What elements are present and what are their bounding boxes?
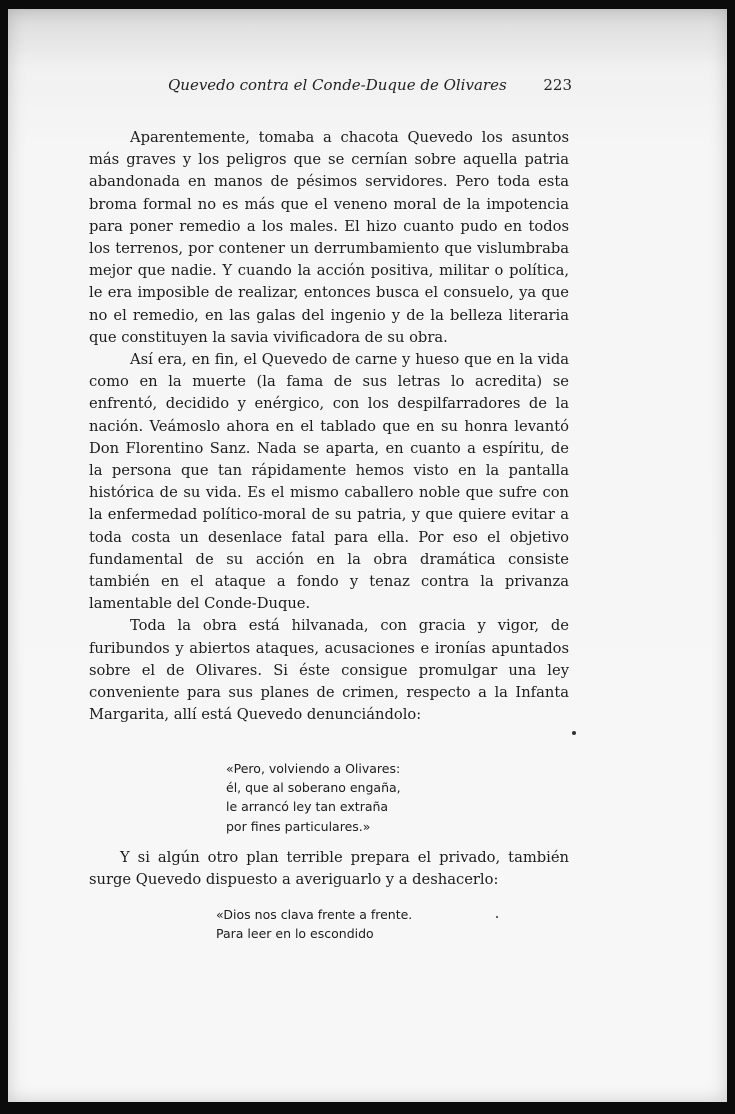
verse-line: «Pero, volviendo a Olivares: — [226, 761, 401, 776]
running-title: Quevedo contra el Conde-Duque de Olivares — [168, 76, 507, 94]
paragraph-2: Así era, en fin, el Quevedo de carne y hueso que en la vida como en la muerte (la fama de sus letras lo acredita) se enfrentó, decidido y enérgico, con los despilfarradores de la nación. Veámoslo ahora en el tablado que en su honra levantó Don Florentino Sanz. Nada se aparta, en cuanto a espíritu, de la persona que tan rápidamente hemos visto en la pantalla histórica de su vida. Es el mismo caballero noble que sufre con la enfermedad político-moral de su patria, y que quiere evitar a toda costa un desenlace fatal para ella. Por eso el objetivo fundamental de su acción en la obra dramática consiste también en el ataque a fondo y tenaz contra la privanza lamentable del Conde-Duque. — [89, 351, 569, 613]
paragraph-3: Toda la obra está hilvanada, con gracia y vigor, de furibundos y abiertos ataques, acusaciones e ironías apuntados sobre el de Olivares. Si éste consigue promulgar una ley conveniente para sus planes de crimen, respecto a la Infanta Margarita, allí está Quevedo denunciándolo: — [89, 617, 569, 724]
ink-speck — [572, 731, 576, 735]
paragraph-4-block — [89, 847, 569, 891]
page-number: 223 — [543, 76, 572, 94]
verse-line: «Dios nos clava frente a frente. — [216, 907, 413, 922]
verse-line: Para leer en lo escondido — [216, 926, 374, 942]
verse-quote-2 — [216, 905, 412, 943]
verse-line: él, que al soberano engaña, — [226, 780, 401, 796]
paragraph-4: Y si algún otro plan terrible prepara el privado, también surge Quevedo dispuesto a averiguarlo y a deshacerlo: — [89, 849, 569, 889]
verse-quote-1 — [226, 759, 401, 836]
ink-speck — [496, 916, 498, 918]
paragraph-1: Aparentemente, tomaba a chacota Quevedo los asuntos más graves y los peligros que se cernían sobre aquella patria abandonada en manos de pésimos servidores. Pero toda esta broma formal no es más que el veneno moral de la impotencia para poner remedio a los males. El hizo cuanto pudo en todos los terrenos, por contener un derrumbamiento que vislumbraba mejor que nadie. Y cuando la acción positiva, militar o política, le era imposible de realizar, entonces busca el consuelo, ya que no el remedio, en las galas del ingenio y de la belleza literaria que constituyen la savia vivificadora de su obra. — [89, 129, 569, 346]
verse-line: le arrancó ley tan extraña — [226, 799, 389, 815]
verse-line: por fines particulares.» — [226, 818, 371, 834]
main-text — [89, 127, 569, 726]
